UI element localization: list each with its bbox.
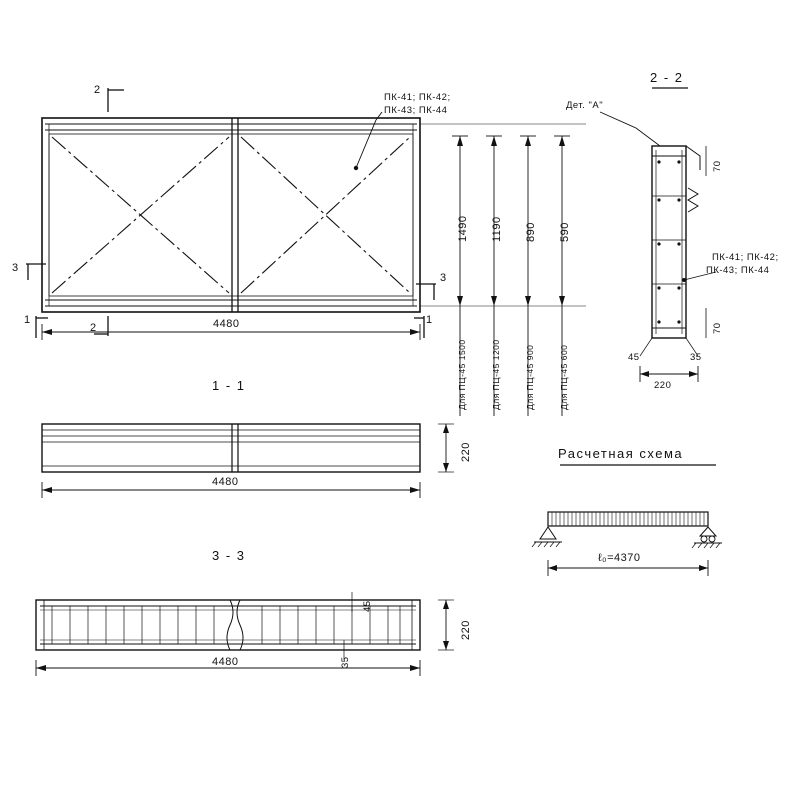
dim-view33-height: 220 xyxy=(460,620,472,640)
dim-sec22-bottom: 70 xyxy=(712,322,723,334)
dim-sec22-top: 70 xyxy=(712,160,723,172)
section-mark-2-bottom: 2 xyxy=(90,322,97,334)
dim-view11-length: 4480 xyxy=(212,476,239,488)
note-plan-width-4: Для ПЦ-45 600 xyxy=(559,344,569,410)
section-mark-1-right: 1 xyxy=(426,314,433,326)
dim-view33-length: 4480 xyxy=(212,656,239,668)
section-mark-2-top: 2 xyxy=(94,84,101,96)
view-title-2-2: 2 - 2 xyxy=(650,70,684,85)
dim-sec22-right: 35 xyxy=(690,352,702,363)
section-mark-3-right: 3 xyxy=(440,272,447,284)
view-title-1-1: 1 - 1 xyxy=(212,378,246,393)
calc-scheme-title: Расчетная схема xyxy=(558,446,684,461)
dim-plan-width-2: 1190 xyxy=(491,216,503,242)
dim-calc-span: ℓ₀=4370 xyxy=(598,552,641,564)
plate-group-callout-line2: ПК-43; ПК-44 xyxy=(384,105,448,116)
dim-view11-height: 220 xyxy=(460,442,472,462)
dim-sec22-height: 220 xyxy=(654,380,672,391)
note-plan-width-2: Для ПЦ-45 1200 xyxy=(491,339,501,410)
plate-group-callout-line1: ПК-41; ПК-42; xyxy=(384,92,451,103)
detail-a-label: Дет. "А" xyxy=(566,100,604,111)
note-plan-width-3: Для ПЦ-45 900 xyxy=(525,344,535,410)
note-plan-width-1: Для ПЦ-45 1500 xyxy=(457,339,467,410)
dim-plan-width-4: 590 xyxy=(559,222,571,242)
dim-plan-length: 4480 xyxy=(213,318,240,330)
view-title-3-3: 3 - 3 xyxy=(212,548,246,563)
section-mark-1-left: 1 xyxy=(24,314,31,326)
dim-plan-width-3: 890 xyxy=(525,222,537,242)
dim-sec22-left: 45 xyxy=(628,352,640,363)
section-plate-group-line2: ПК-43; ПК-44 xyxy=(706,265,770,276)
dim-view33-bottom-offset: 35 xyxy=(340,656,351,668)
dim-plan-width-1: 1490 xyxy=(457,215,469,242)
dim-view33-top-offset: 45 xyxy=(362,600,373,612)
section-mark-3-left: 3 xyxy=(12,262,19,274)
section-plate-group-line1: ПК-41; ПК-42; xyxy=(712,252,779,263)
